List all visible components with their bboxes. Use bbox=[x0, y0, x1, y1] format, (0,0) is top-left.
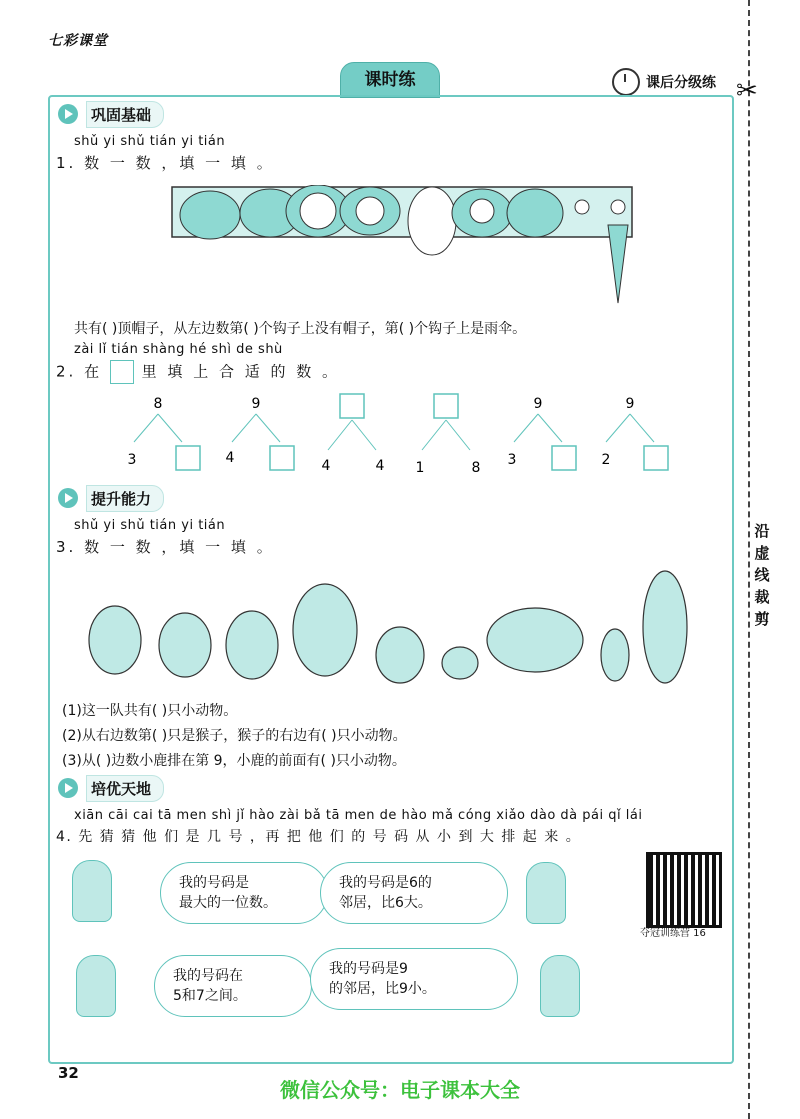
q3-sub2[interactable]: (2)从右边数第( )只是猴子，猴子的右边有( )只小动物。 bbox=[62, 728, 407, 744]
tree-top: 8 bbox=[153, 396, 163, 412]
answer-box[interactable] bbox=[644, 446, 668, 470]
cut-instruction: 沿虚线裁剪 bbox=[754, 522, 770, 628]
tree-1 bbox=[128, 396, 200, 470]
tree-3 bbox=[322, 394, 385, 474]
bubble-line: 最大的一位数。 bbox=[179, 895, 277, 911]
q1-answer-line[interactable]: 共有( )顶帽子，从左边数第( )个钩子上没有帽子，第( )个钩子上是雨伞。 bbox=[74, 321, 527, 337]
tree-right: 4 bbox=[375, 458, 385, 474]
section-title: 巩固基础 bbox=[86, 101, 164, 128]
play-arrow-icon bbox=[58, 104, 78, 124]
speech-bubble bbox=[154, 955, 312, 1017]
q1-pinyin: shǔ yi shǔ tián yi tián bbox=[74, 134, 226, 149]
play-arrow-icon bbox=[58, 778, 78, 798]
monkey-icon bbox=[159, 613, 211, 677]
number-split-trees bbox=[120, 390, 680, 480]
child-icon bbox=[72, 860, 112, 922]
bubble-line: 邻居，比6大。 bbox=[339, 895, 432, 911]
bubble-line: 我的号码在 bbox=[173, 968, 243, 984]
speech-bubble bbox=[160, 862, 328, 924]
hat-1 bbox=[180, 191, 240, 239]
answer-box[interactable] bbox=[434, 394, 458, 418]
speech-bubble bbox=[310, 948, 518, 1010]
speech-bubble bbox=[320, 862, 508, 924]
q3-pinyin: shǔ yi shǔ tián yi tián bbox=[74, 518, 226, 533]
child-icon bbox=[526, 862, 566, 924]
q3-sub3[interactable]: (3)从( )边数小鹿排在第 9，小鹿的前面有( )只小动物。 bbox=[62, 753, 406, 769]
squirrel-icon bbox=[376, 627, 424, 683]
rabbit-icon bbox=[601, 629, 629, 681]
tree-2 bbox=[226, 396, 294, 470]
frog-icon bbox=[442, 647, 478, 679]
q1-title: 1. 数 一 数 ，填 一 填 。 bbox=[56, 154, 275, 172]
tree-left: 4 bbox=[225, 450, 235, 466]
page-number: 32 bbox=[58, 1064, 79, 1082]
bubble-line: 5和7之间。 bbox=[173, 988, 247, 1004]
qr-code-icon[interactable] bbox=[646, 852, 722, 928]
child-icon bbox=[540, 955, 580, 1017]
tree-left: 2 bbox=[601, 452, 611, 468]
tree-left: 4 bbox=[321, 458, 331, 474]
hat-rack-illustration bbox=[170, 185, 640, 305]
animal-queue-illustration bbox=[80, 565, 700, 690]
hat-4 bbox=[340, 187, 400, 235]
page-tab-title: 课时练 bbox=[340, 62, 440, 98]
play-arrow-icon bbox=[58, 488, 78, 508]
horse-icon bbox=[487, 608, 583, 672]
tree-top: 9 bbox=[625, 396, 635, 412]
hat-6 bbox=[452, 189, 512, 237]
section-header-improve bbox=[58, 486, 164, 510]
qr-caption: 夺冠训练营 16 bbox=[640, 928, 706, 939]
q4-title: 4. 先 猜 猜 他 们 是 几 号 ，再 把 他 们 的 号 码 从 小 到 大 排 起 来 。 bbox=[56, 829, 582, 845]
tree-4 bbox=[416, 394, 481, 476]
tree-top: 9 bbox=[251, 396, 261, 412]
section-header-basic bbox=[58, 102, 164, 126]
q2-title-post: 里 填 上 合 适 的 数 。 bbox=[141, 362, 341, 381]
section-title: 提升能力 bbox=[86, 485, 164, 512]
bubble-line: 我的号码是6的 bbox=[339, 875, 432, 891]
q2-title-pre: 2. 在 bbox=[56, 362, 103, 381]
q2-pinyin: zài lǐ tián shàng hé shì de shù bbox=[74, 342, 283, 357]
deer-icon bbox=[643, 571, 687, 683]
section-title: 培优天地 bbox=[86, 775, 164, 802]
footer-watermark: 微信公众号：电子课本大全 bbox=[280, 1078, 520, 1102]
tree-top: 9 bbox=[533, 396, 543, 412]
hat-7 bbox=[507, 189, 563, 237]
bubble-line: 我的号码是 bbox=[179, 875, 249, 891]
panda-icon bbox=[226, 611, 278, 679]
bubble-line: 的邻居，比9小。 bbox=[329, 981, 436, 997]
q3-sub1[interactable]: (1)这一队共有( )只小动物。 bbox=[62, 703, 238, 719]
answer-box[interactable] bbox=[340, 394, 364, 418]
empty-hook bbox=[575, 200, 589, 214]
tree-left: 3 bbox=[127, 452, 137, 468]
brand-logo: 七彩课堂 bbox=[48, 33, 108, 49]
answer-box[interactable] bbox=[270, 446, 294, 470]
tree-5 bbox=[508, 396, 576, 470]
q4-pinyin: xiān cāi cai tā men shì jǐ hào zài bǎ tā men de hào mǎ cóng xiǎo dào dà pái qǐ lái bbox=[74, 808, 643, 823]
answer-box[interactable] bbox=[176, 446, 200, 470]
elephant-icon bbox=[293, 584, 357, 676]
section-header-advanced bbox=[58, 776, 164, 800]
tree-left: 1 bbox=[415, 460, 425, 476]
level-text: 课后分级练 bbox=[646, 75, 716, 91]
child-icon bbox=[76, 955, 116, 1017]
bubble-line: 我的号码是9 bbox=[329, 961, 408, 977]
q3-title: 3. 数 一 数 ，填 一 填 。 bbox=[56, 538, 275, 556]
tree-left: 3 bbox=[507, 452, 517, 468]
answer-box-icon bbox=[110, 360, 134, 384]
tree-right: 8 bbox=[471, 460, 481, 476]
alarm-clock-icon bbox=[612, 68, 640, 96]
q2-title bbox=[56, 360, 340, 384]
tree-6 bbox=[602, 396, 668, 470]
scissors-icon: ✂ bbox=[736, 76, 758, 106]
hat-5 bbox=[408, 187, 456, 255]
level-label bbox=[612, 68, 716, 96]
cut-dashed-line bbox=[748, 0, 750, 1119]
dog-icon bbox=[89, 606, 141, 674]
answer-box[interactable] bbox=[552, 446, 576, 470]
